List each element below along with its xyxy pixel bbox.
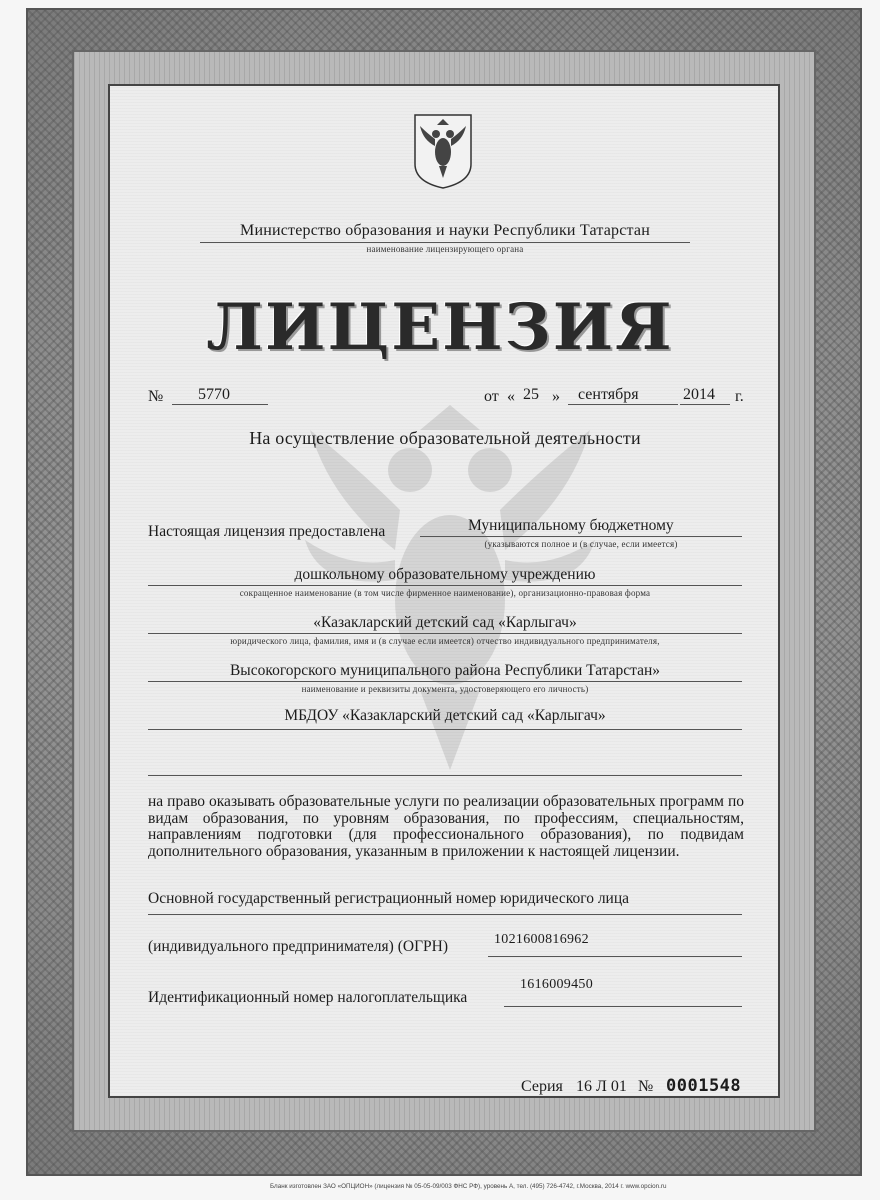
authority-caption: наименование лицензирующего органа	[366, 244, 524, 254]
document-title: ЛИЦЕНЗИЯ	[206, 290, 674, 365]
divider	[172, 404, 268, 405]
issuing-authority: Министерство образования и науки Республики Татарстан	[240, 222, 650, 239]
inn-label: Идентификационный номер налогоплательщика	[148, 989, 468, 1006]
divider	[200, 242, 690, 243]
form-number: 0001548	[666, 1076, 742, 1096]
grantee-short-name: МБДОУ «Казакларский детский сад «Карлыгач»	[284, 707, 606, 724]
quote-close: »	[552, 388, 560, 405]
divider	[504, 1006, 742, 1007]
grantee-line-2: дошкольному образовательному учреждению	[294, 566, 596, 583]
ogrn-label-1: Основной государственный регистрационный номер юридического лица	[148, 890, 630, 907]
grantee-line-1: Муниципальному бюджетному	[468, 517, 674, 534]
grantee-line-3: «Казакларский детский сад «Карлыгач»	[313, 614, 577, 631]
license-day: 25	[523, 386, 539, 403]
divider	[148, 681, 742, 682]
series-value: 16 Л 01	[576, 1078, 627, 1095]
license-purpose: На осуществление образовательной деятельности	[249, 428, 641, 448]
coat-of-arms-icon	[412, 112, 474, 190]
inn-value: 1616009450	[520, 977, 593, 992]
ogrn-value: 1021600816962	[494, 932, 589, 947]
form-number-label: №	[638, 1078, 654, 1095]
grantee-line-4: Высокогорского муниципального района Республики Татарстан»	[229, 662, 661, 679]
date-prefix: от	[484, 388, 499, 405]
grantee-intro: Настоящая лицензия предоставлена	[148, 523, 386, 540]
series-label: Серия	[521, 1078, 563, 1095]
divider	[568, 404, 678, 405]
ogrn-label-2: (индивидуального предпринимателя) (ОГРН)	[148, 938, 449, 955]
license-year: 2014	[683, 386, 715, 403]
divider	[420, 536, 742, 537]
license-number-label: №	[148, 388, 164, 405]
grantee-caption-3: юридического лица, фамилия, имя и (в случае если имеется) отчество индивидуального предпринимателя,	[230, 636, 660, 646]
quote-open: «	[507, 388, 515, 405]
grantee-caption-4: наименование и реквизиты документа, удостоверяющего его личность)	[301, 684, 589, 694]
license-month: сентября	[578, 386, 639, 403]
license-number: 5770	[198, 386, 230, 403]
grantee-caption-2: сокращенное наименование (в том числе фирменное наименование), организационно-правовая форма	[239, 588, 651, 598]
divider	[148, 914, 742, 915]
year-suffix: г.	[735, 388, 744, 405]
divider	[680, 404, 730, 405]
grantee-caption-1: (указываются полное и (в случае, если имеется)	[484, 539, 678, 549]
divider	[148, 633, 742, 634]
printer-note: Бланк изготовлен ЗАО «ОПЦИОН» (лицензия № 05-05-09/003 ФНС РФ), уровень А, тел. (495) 726-4742, г.Москва, 2014 г. www.opcion.ru	[270, 1183, 667, 1190]
divider	[148, 585, 742, 586]
divider	[148, 775, 742, 776]
divider	[488, 956, 742, 957]
divider	[148, 729, 742, 730]
rights-text: на право оказывать образовательные услуги по реализации образовательных программ по видам образования, по уровням образования, по профессиям, специальностям, направлениям подготовки (для профессионального образования), по подвидам дополнительного образования, указанным в приложении к настоящей лицензии.	[148, 793, 744, 860]
